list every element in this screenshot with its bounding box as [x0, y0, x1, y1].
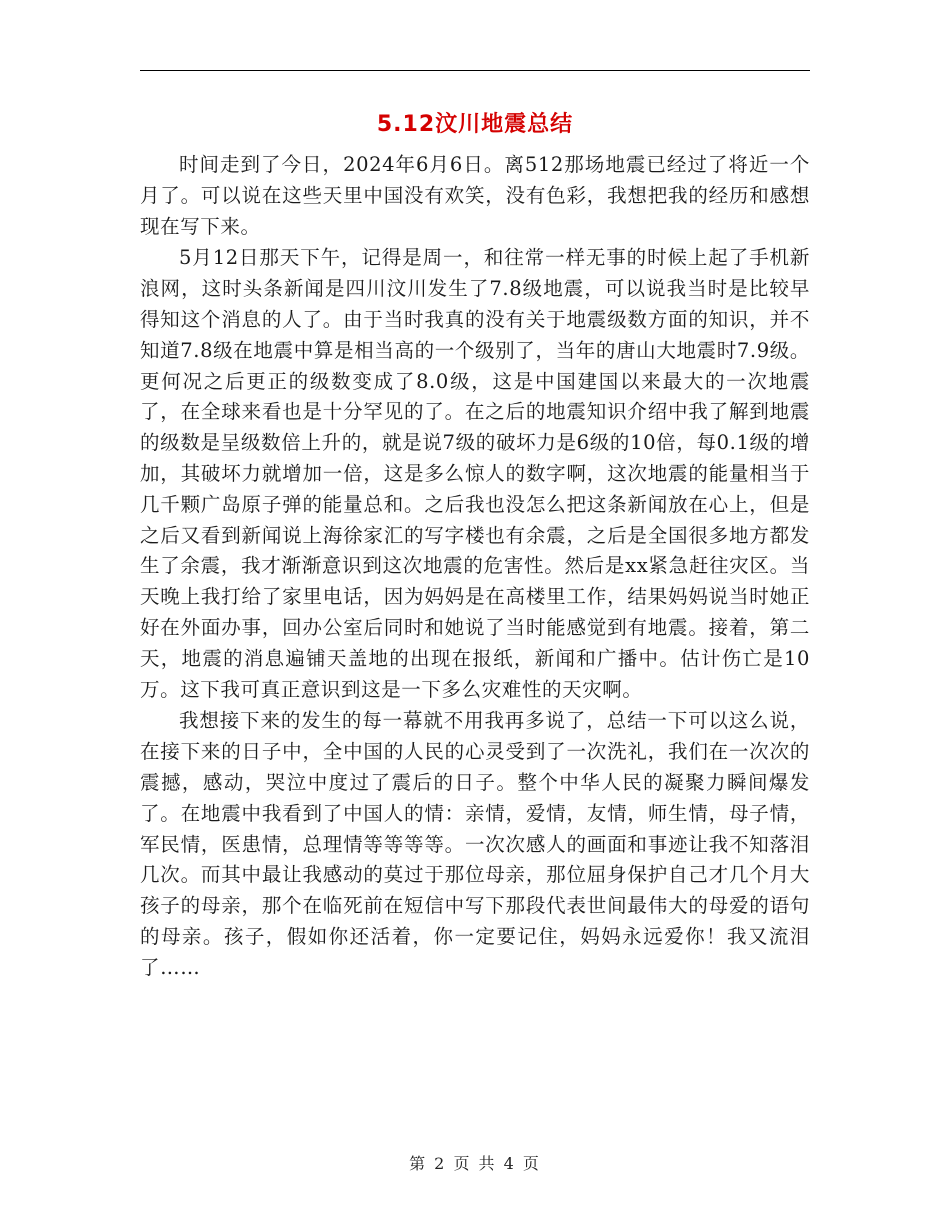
- document-title: 5.12汶川地震总结: [376, 112, 574, 137]
- page-number-footer: 第 2 页 共 4 页: [409, 1154, 541, 1173]
- paragraph-3: 我想接下来的发生的每一幕就不用我再多说了，总结一下可以这么说，在接下来的日子中，全中国的人民的心灵受到了一次洗礼，我们在一次次的震撼，感动，哭泣中度过了震后的日子。整个中华人民的凝聚力瞬间爆发了。在地震中我看到了中国人的情：亲情，爱情，友情，师生情，母子情，军民情，医患情，总理情等等等等。一次次感人的画面和事迹让我不知落泪几次。而其中最让我感动的莫过于那位母亲，那位屈身保护自己才几个月大孩子的母亲，那个在临死前在短信中写下那段代表世间最伟大的母爱的语句的母亲。孩子，假如你还活着，你一定要记住，妈妈永远爱你！我又流泪了……: [140, 709, 810, 979]
- header-rule: [140, 70, 810, 71]
- paragraph-2: 5月12日那天下午，记得是周一，和往常一样无事的时候上起了手机新浪网，这时头条新闻是四川汶川发生了7.8级地震，可以说我当时是比较早得知这个消息的人了。由于当时我真的没有关于地震级数方面的知识，并不知道7.8级在地震中算是相当高的一个级别了，当年的唐山大地震时7.9级。更何况之后更正的级数变成了8.0级，这是中国建国以来最大的一次地震了，在全球来看也是十分罕见的了。在之后的地震知识介绍中我了解到地震的级数是呈级数倍上升的，就是说7级的破坏力是6级的10倍，每0.1级的增加，其破坏力就增加一倍，这是多么惊人的数字啊，这次地震的能量相当于几千颗广岛原子弹的能量总和。之后我也没怎么把这条新闻放在心上，但是之后又看到新闻说上海徐家汇的写字楼也有余震，之后是全国很多地方都发生了余震，我才渐渐意识到这次地震的危害性。然后是xx紧急赶往灾区。当天晚上我打给了家里电话，因为妈妈是在高楼里工作，结果妈妈说当时她正好在外面办事，回办公室后同时和她说了当时能感觉到有地震。接着，第二天，地震的消息遍铺天盖地的出现在报纸，新闻和广播中。估计伤亡是10万。这下我可真正意识到这是一下多么灾难性的天灾啊。: [140, 246, 810, 701]
- paragraph-1: 时间走到了今日，2024年6月6日。离512那场地震已经过了将近一个月了。可以说在这些天里中国没有欢笑，没有色彩，我想把我的经历和感想现在写下来。: [140, 153, 810, 238]
- document-body: [140, 150, 810, 985]
